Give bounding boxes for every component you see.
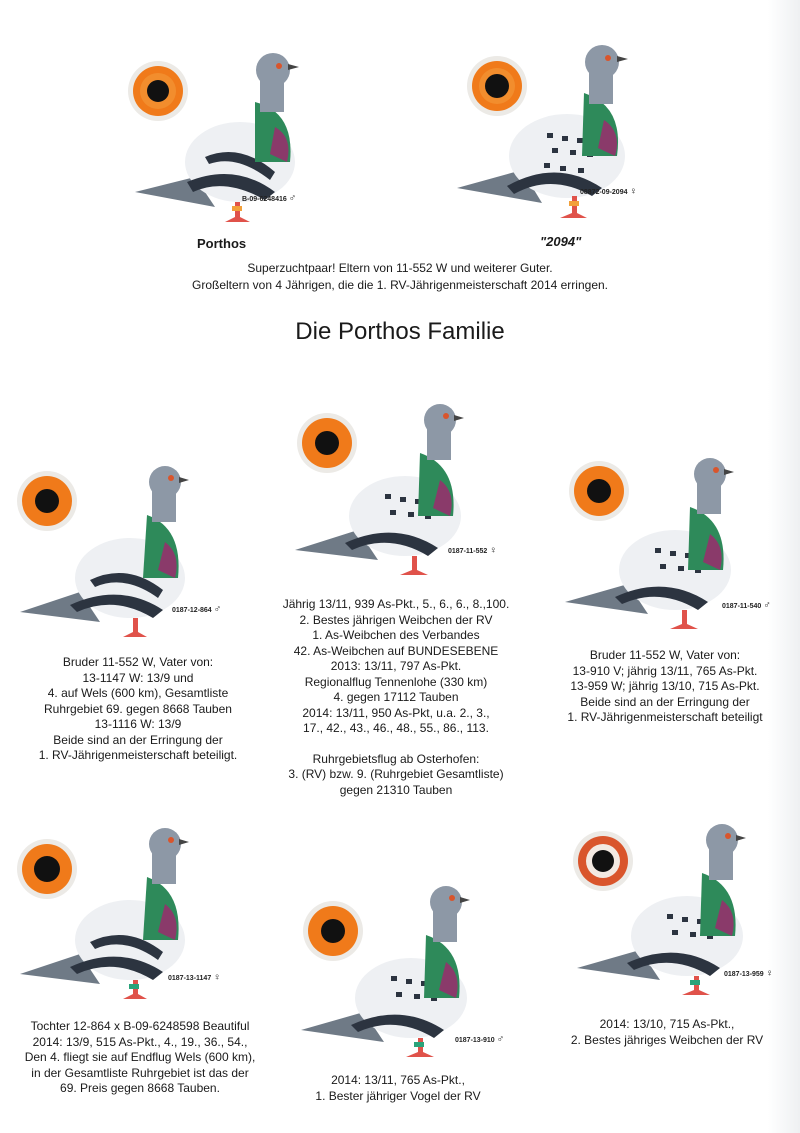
bird-description-13-1147: Tochter 12-864 x B-09-6248598 Beautiful 2014: 13/9, 515 As-Pkt., 4., 19., 36., 54., Den 4. fliegt sie auf Endflug Wels (600 km), in der Gesamtliste Ruhrgebiet ist das der 69. Preis gegen 8668 Tauben. (24, 1019, 256, 1095)
ring-number-2094: 08872-09-2094 ♀ (580, 186, 637, 197)
parent-name-2094: "2094" (540, 234, 582, 249)
ring-number-porthos: B-09-6248416 ♂ (242, 193, 297, 204)
parents-caption-line-2: Großeltern von 4 Jährigen, die die 1. RV-Jährigenmeisterschaft 2014 erringen. (191, 278, 608, 292)
bird-description-12-864: Bruder 11-552 W, Vater von: 13-1147 W: 13/9 und 4. auf Wels (600 km), Gesamtliste Ruhrgebiet 69. gegen 8668 Tauben 13-1116 W: 13/9 Beide sind an der Erringung der 1. RV-Jährigenmeisterschaft beteiligt. (38, 655, 238, 762)
ring-number-12-864: 0187-12-864 ♂ (172, 604, 222, 615)
ring-number-11-540: 0187-11-540 ♂ (722, 600, 771, 611)
pigeon-icon (560, 452, 745, 637)
sex-symbol: ♀ (213, 972, 221, 983)
ring-number-13-959: 0187-13-959 ♀ (724, 968, 774, 979)
pigeon-icon (296, 880, 481, 1065)
parents-caption-line-1: Superzuchtpaar! Eltern von 11-552 W und weiterer Guter. (247, 261, 553, 275)
ring-number-13-1147: 0187-13-1147 ♀ (168, 972, 221, 983)
sex-symbol: ♂ (288, 193, 297, 204)
sex-symbol: ♂ (496, 1034, 505, 1045)
sex-symbol: ♀ (629, 186, 637, 197)
page-title: Die Porthos Familie (295, 318, 505, 345)
sex-symbol: ♂ (213, 604, 222, 615)
bird-description-13-910: 2014: 13/11, 765 As-Pkt., 1. Bester jähriger Vogel der RV (315, 1073, 481, 1103)
pigeon-photo-13-910 (296, 880, 481, 1065)
bird-description-13-959: 2014: 13/10, 715 As-Pkt., 2. Bestes jähriges Weibchen der RV (570, 1017, 764, 1047)
sex-symbol: ♂ (763, 600, 771, 611)
sex-symbol: ♀ (765, 968, 774, 979)
bird-description-11-540: Bruder 11-552 W, Vater von: 13-910 V; jährig 13/11, 765 As-Pkt. 13-959 W; jährig 13/10, 715 As-Pkt. Beide sind an der Erringung der 1. RV-Jährigenmeisterschaft beteiligt (567, 648, 763, 724)
sex-symbol: ♀ (489, 545, 497, 556)
ring-number-11-552: 0187-11-552 ♀ (448, 545, 497, 556)
ring-number-13-910: 0187-13-910 ♂ (455, 1034, 505, 1045)
parent-name-porthos: Porthos (197, 236, 247, 251)
bird-description-11-552: Jährig 13/11, 939 As-Pkt., 5., 6., 6., 8.,100. 2. Bestes jährigen Weibchen der RV 1. As-Weibchen des Verbandes 42. As-Weibchen auf BUNDESEBENE 2013: 13/11, 797 As-Pkt. Regionalflug Tennenlohe (330 km) 4. gegen 17112 Tauben 2014: 13/11, 950 As-Pkt, u.a. 2., 3., 17., 42., 43., 46., 48., 55., 86., 113. Ruhrgebietsflug ab Osterhofen: 3. (RV) bzw. 9. (Ruhrgebiet Gesamtliste) gegen 21310 Tauben (282, 597, 510, 797)
pigeon-photo-11-540 (560, 452, 745, 637)
